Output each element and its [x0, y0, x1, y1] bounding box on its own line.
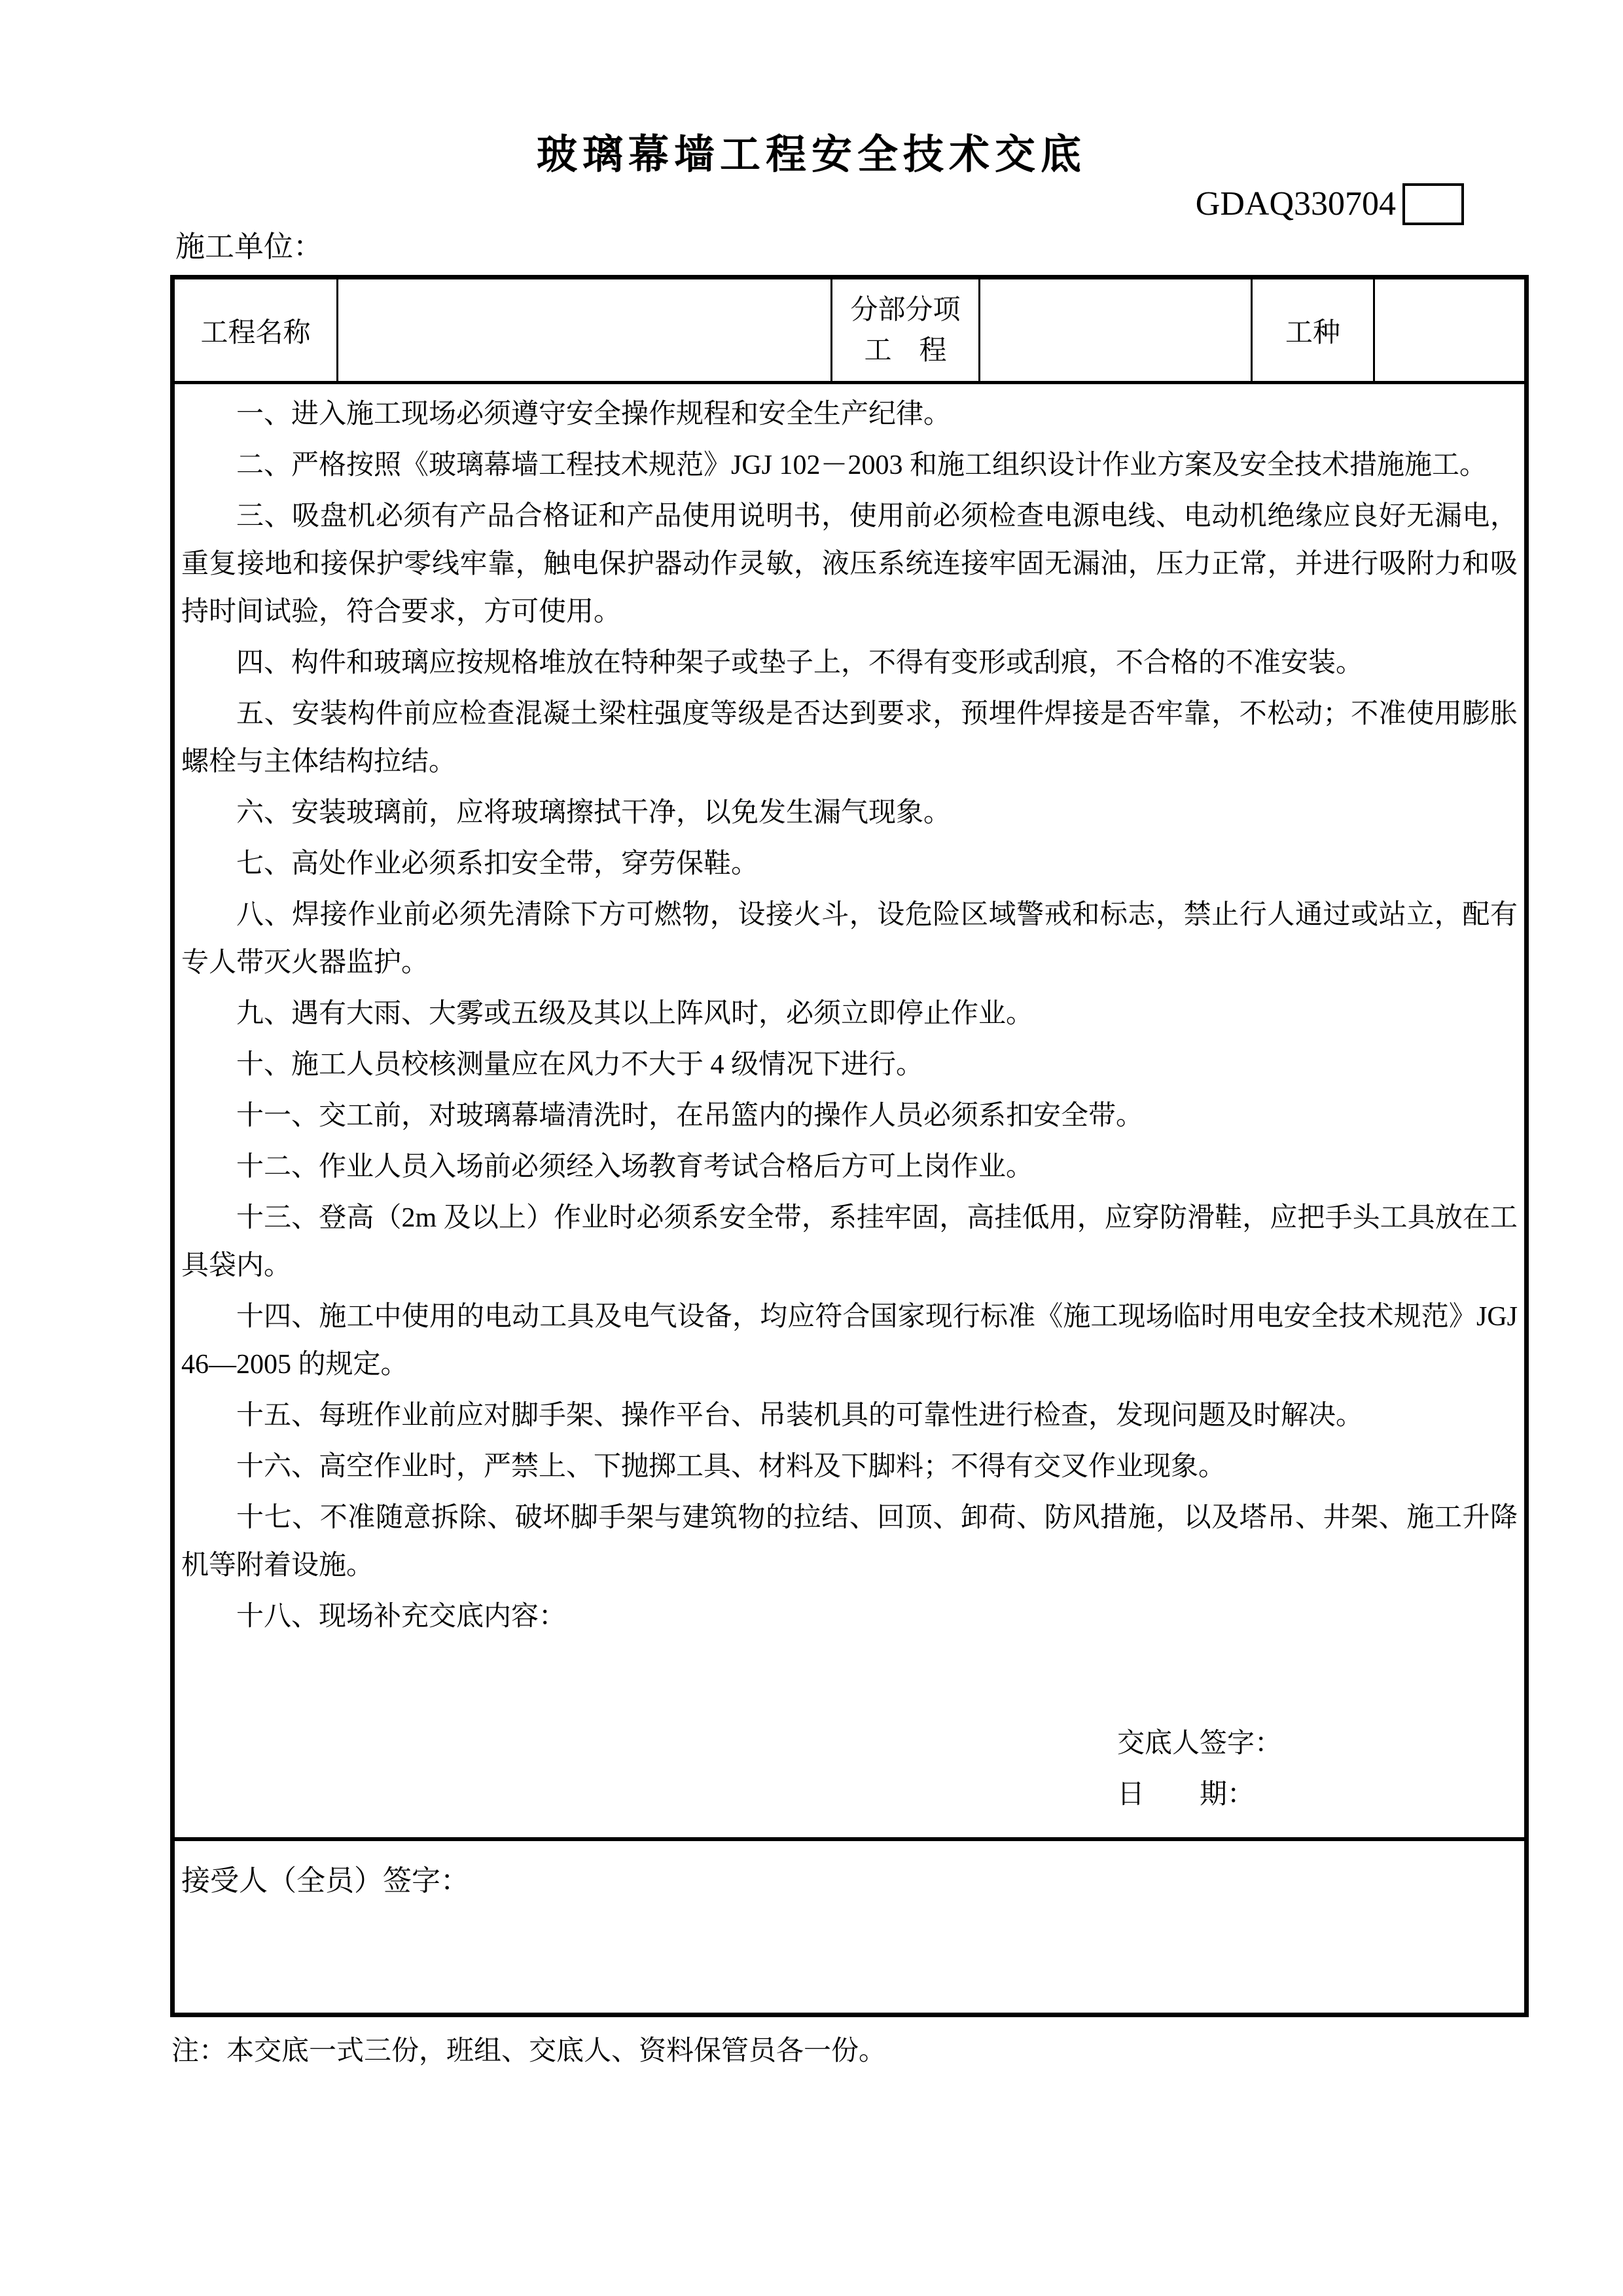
- form-code-box: [1402, 183, 1464, 225]
- date-label: 日 期：: [1117, 1780, 1255, 1810]
- receiver-signature-cell: [175, 1837, 1524, 2013]
- work-type-label: 工种: [1253, 279, 1375, 381]
- clause-15: 十五、每班作业前应对脚手架、操作平台、吊装机具的可靠性进行检查，发现问题及时解决。: [236, 1401, 1364, 1431]
- clause-4: 四、构件和玻璃应按规格堆放在特种架子或垫子上，不得有变形或刮痕，不合格的不准安装。: [236, 648, 1364, 678]
- signature-block: [1117, 1718, 1518, 1820]
- form-code-row: [1196, 183, 1464, 225]
- project-name-label: 工程名称: [175, 279, 338, 381]
- clause-18: 十八、现场补充交底内容：: [236, 1602, 567, 1632]
- clause-2: 二、严格按照《玻璃幕墙工程技术规范》JGJ 102－2003 和施工组织设计作业方案及安全技术措施施工。: [236, 450, 1488, 480]
- footnote: 注：本交底一式三份，班组、交底人、资料保管员各一份。: [171, 2036, 887, 2066]
- disclosure-form-table: [170, 275, 1529, 2017]
- disclosure-content-cell: [175, 384, 1524, 1837]
- clause-6: 六、安装玻璃前，应将玻璃擦拭干净，以免发生漏气现象。: [236, 798, 952, 828]
- construction-unit-label: 施工单位：: [175, 230, 323, 263]
- page-title: 玻璃幕墙工程安全技术交底: [536, 133, 1086, 177]
- work-type-value: [1375, 279, 1524, 381]
- clause-3: 三、吸盘机必须有产品合格证和产品使用说明书，使用前必须检查电源电线、电动机绝缘应良好无漏电，重复接地和接保护零线牢靠，触电保护器动作灵敏，液压系统连接牢固无漏油，压力正常，并进行吸附力和吸持时间试验，符合要求，方可使用。: [181, 501, 1518, 627]
- receiver-signature-label: 接受人（全员）签字：: [181, 1865, 469, 1897]
- clause-8: 八、焊接作业前必须先清除下方可燃物，设接火斗，设危险区域警戒和标志，禁止行人通过或站立，配有专人带灭火器监护。: [181, 900, 1518, 978]
- clause-7: 七、高处作业必须系扣安全带，穿劳保鞋。: [236, 849, 759, 879]
- clause-9: 九、遇有大雨、大雾或五级及其以上阵风时，必须立即停止作业。: [236, 999, 1034, 1029]
- project-name-value: [338, 279, 832, 381]
- sub-project-label-line1: 分部分项: [850, 295, 961, 325]
- clause-5: 五、安装构件前应检查混凝土梁柱强度等级是否达到要求，预埋件焊接是否牢靠，不松动；不准使用膨胀螺栓与主体结构拉结。: [181, 699, 1518, 777]
- sub-project-label-line2: 工 程: [864, 335, 947, 366]
- clause-1: 一、进入施工现场必须遵守安全操作规程和安全生产纪律。: [236, 399, 952, 429]
- clause-10: 十、施工人员校核测量应在风力不大于 4 级情况下进行。: [236, 1050, 924, 1080]
- form-code: GDAQ330704: [1195, 185, 1396, 223]
- discloser-signature-label: 交底人签字：: [1117, 1729, 1283, 1759]
- form-header-row: [175, 279, 1524, 384]
- clause-17: 十七、不准随意拆除、破坏脚手架与建筑物的拉结、回顶、卸荷、防风措施，以及塔吊、井架、施工升降机等附着设施。: [181, 1503, 1518, 1581]
- sub-project-label: [832, 279, 980, 381]
- clause-11: 十一、交工前，对玻璃幕墙清洗时，在吊篮内的操作人员必须系扣安全带。: [236, 1101, 1144, 1131]
- clause-12: 十二、作业人员入场前必须经入场教育考试合格后方可上岗作业。: [236, 1152, 1034, 1182]
- clause-13: 十三、登高（2m 及以上）作业时必须系安全带，系挂牢固，高挂低用，应穿防滑鞋，应把手头工具放在工具袋内。: [181, 1203, 1518, 1281]
- clause-14: 十四、施工中使用的电动工具及电气设备，均应符合国家现行标准《施工现场临时用电安全技术规范》JGJ 46—2005 的规定。: [181, 1302, 1518, 1380]
- clause-16: 十六、高空作业时，严禁上、下抛掷工具、材料及下脚料；不得有交叉作业现象。: [236, 1452, 1226, 1482]
- sub-project-value: [980, 279, 1253, 381]
